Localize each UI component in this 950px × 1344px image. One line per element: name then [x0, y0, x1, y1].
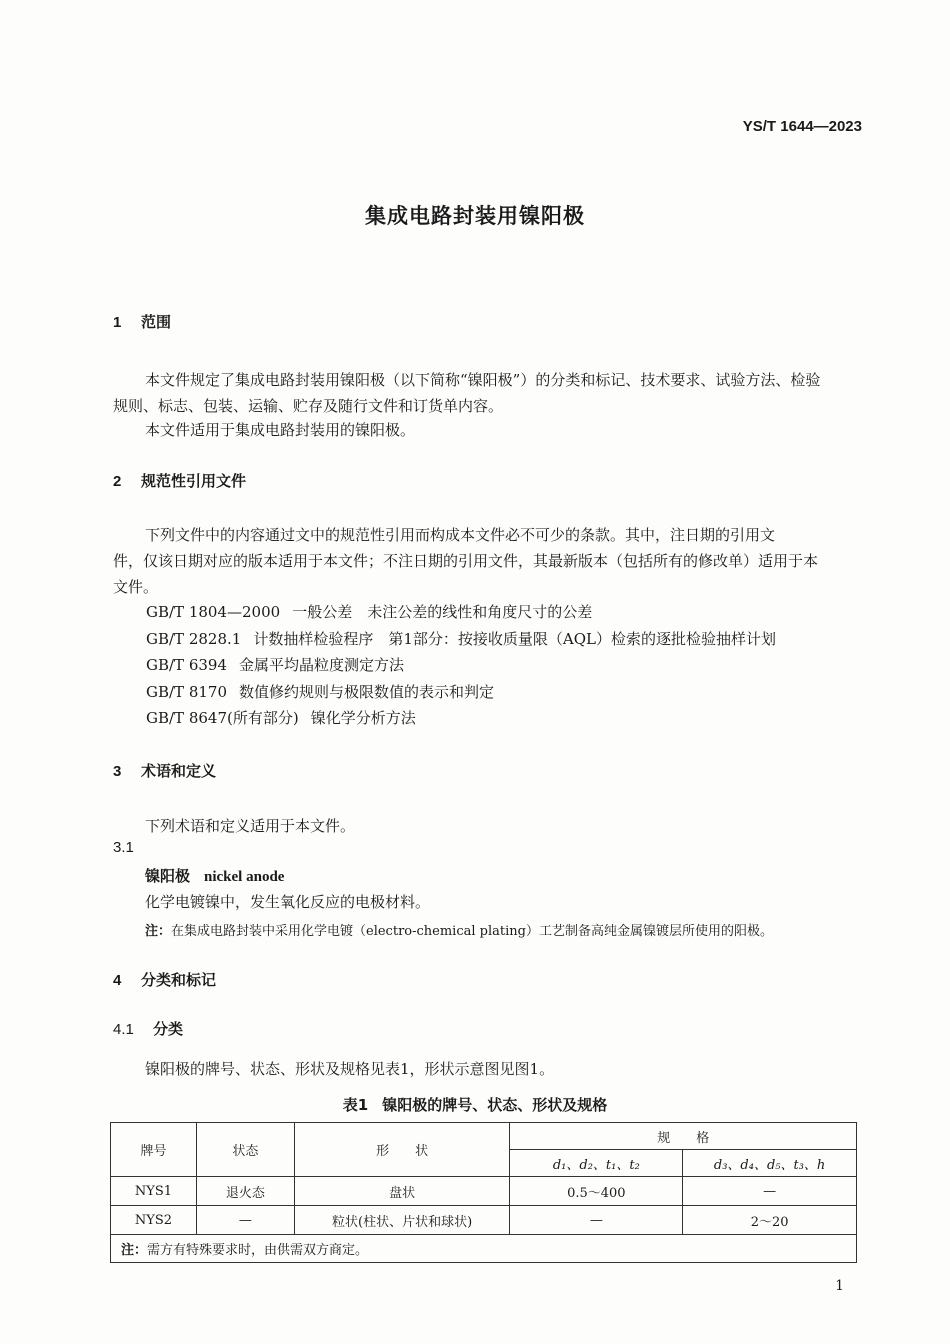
note-label: 注： [145, 924, 172, 939]
reference-title: 数值修约规则与极限数值的表示和判定 [239, 683, 495, 701]
normative-reference [146, 707, 416, 728]
cell-grade: NYS1 [111, 1177, 197, 1206]
cell-shape: 盘状 [294, 1177, 510, 1206]
cell-spec-b: 2～20 [683, 1206, 857, 1235]
cell-spec-b: — [683, 1177, 857, 1206]
subsection-title: 分类 [153, 1020, 184, 1038]
reference-title: 计数抽样检验程序 第1部分：按接收质量限（AQL）检索的逐批检验抽样计划 [253, 630, 776, 648]
term-note [145, 920, 773, 939]
header-shape: 形 状 [294, 1123, 510, 1177]
section-number: 2 [113, 473, 122, 490]
page-title: 集成电路封装用镍阳极 [365, 204, 585, 228]
header-grade: 牌号 [111, 1123, 197, 1177]
table-caption-number: 表1 [342, 1096, 369, 1114]
term-english: nickel anode [204, 869, 285, 885]
cell-state: 退火态 [196, 1177, 294, 1206]
note-text: 需方有特殊要求时，由供需双方商定。 [147, 1243, 369, 1258]
reference-code: GB/T 8170 [146, 683, 228, 701]
section-4-heading [113, 969, 216, 990]
normative-reference [146, 654, 404, 675]
term-entry [145, 865, 284, 886]
section-number: 1 [113, 314, 122, 331]
reference-code: GB/T 8647(所有部分) [146, 709, 299, 727]
table-caption-title: 镍阳极的牌号、状态、形状及规格 [382, 1096, 608, 1114]
section-title: 规范性引用文件 [141, 472, 247, 490]
table-header-row [111, 1123, 857, 1150]
section-3-paragraph: 下列术语和定义适用于本文件。 [145, 817, 356, 835]
section-2-paragraph-line: 件，仅该日期对应的版本适用于本文件；不注日期的引用文件，其最新版本（包括所有的修改单）适用于本 [113, 552, 819, 570]
table-row [111, 1206, 857, 1235]
normative-reference [146, 628, 776, 649]
reference-title: 金属平均晶粒度测定方法 [239, 656, 405, 674]
reference-title: 镍化学分析方法 [310, 709, 416, 727]
section-4-paragraph: 镍阳极的牌号、状态、形状及规格见表1，形状示意图见图1。 [145, 1060, 555, 1078]
cell-shape: 粒状(柱状、片状和球状) [294, 1206, 510, 1235]
subsection-4-1-heading [113, 1018, 183, 1039]
section-2-paragraph-line: 下列文件中的内容通过文中的规范性引用而构成本文件必不可少的条款。其中，注日期的引用文 [145, 526, 776, 544]
spec-table [110, 1122, 857, 1263]
reference-code: GB/T 2828.1 [146, 630, 242, 648]
subsection-number: 4.1 [113, 1021, 134, 1038]
cell-spec-a: — [510, 1206, 683, 1235]
section-1-heading [113, 311, 171, 332]
section-2-paragraph-line: 文件。 [113, 578, 159, 596]
header-spec: 规 格 [510, 1123, 857, 1150]
table-row [111, 1177, 857, 1206]
section-3-heading [113, 760, 216, 781]
cell-grade: NYS2 [111, 1206, 197, 1235]
reference-code: GB/T 6394 [146, 656, 228, 674]
text-line: 本文件规定了集成电路封装用镍阳极（以下简称“镍阳极”）的分类和标记、技术要求、试验方法、检验 [145, 371, 821, 389]
section-number: 4 [113, 972, 122, 989]
section-title: 范围 [141, 313, 172, 331]
section-2-heading [113, 470, 246, 491]
reference-code: GB/T 1804—2000 [146, 603, 281, 621]
section-number: 3 [113, 763, 122, 780]
normative-reference [146, 681, 494, 702]
text-line: 规则、标志、包装、运输、贮存及随行文件和订货单内容。 [113, 397, 504, 415]
page-number: 1 [835, 1278, 844, 1294]
note-text: 在集成电路封装中采用化学电镀（electro-chemical plating）工艺制备高纯金属镍镀层所使用的阳极。 [171, 924, 773, 939]
table-caption [0, 1094, 950, 1115]
term-definition: 化学电镀镍中，发生氧化反应的电极材料。 [145, 893, 431, 911]
standard-number: YS/T 1644—2023 [742, 118, 862, 135]
section-title: 分类和标记 [141, 971, 217, 989]
section-1-paragraph-1 [113, 367, 863, 419]
cell-spec-a: 0.5～400 [510, 1177, 683, 1206]
term-number: 3.1 [113, 839, 134, 856]
section-1-paragraph-2: 本文件适用于集成电路封装用的镍阳极。 [145, 421, 416, 439]
note-label: 注： [121, 1243, 148, 1258]
term-chinese: 镍阳极 [145, 867, 191, 885]
header-spec-a: d₁、d₂、t₁、t₂ [510, 1150, 683, 1177]
table-note [111, 1235, 857, 1263]
table-note-row [111, 1235, 857, 1263]
cell-state: — [196, 1206, 294, 1235]
reference-title: 一般公差 未注公差的线性和角度尺寸的公差 [292, 603, 593, 621]
section-title: 术语和定义 [141, 762, 217, 780]
normative-reference [146, 601, 592, 622]
header-state: 状态 [196, 1123, 294, 1177]
header-spec-b: d₃、d₄、d₅、t₃、h [683, 1150, 857, 1177]
